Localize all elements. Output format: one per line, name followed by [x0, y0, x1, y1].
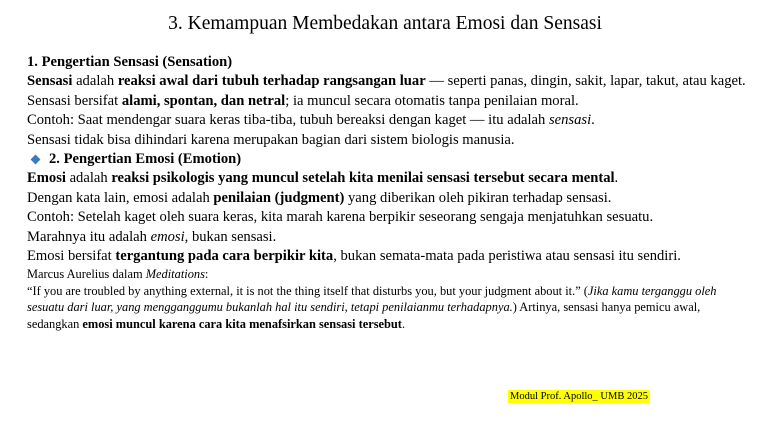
- quote-english: “If you are troubled by anything external, it is not the thing itself that disturbs you, but your judgment about it.” (: [27, 283, 588, 298]
- emosi-example-conclusion: Marahnya itu adalah emosi, bukan sensasi.: [27, 228, 277, 245]
- emosi-italic: emosi: [150, 228, 185, 245]
- quote-conclusion-bold: emosi muncul karena cara kita menafsirkan sensasi tersebut: [82, 316, 402, 331]
- sensasi-nature-bold: alami, spontan, dan netral: [121, 92, 286, 109]
- emosi-term: Emosi: [27, 170, 66, 187]
- content-body: [27, 53, 749, 332]
- emosi-judgment: Dengan kata lain, emosi adalah penilaian (judgment) yang diberikan oleh pikiran terhadap sensasi.: [27, 189, 612, 206]
- sensasi-definition-bold: reaksi awal dari tubuh terhadap rangsangan luar: [117, 73, 426, 90]
- sensasi-definition: Sensasi adalah reaksi awal dari tubuh terhadap rangsangan luar — seperti panas, dingin, sakit, lapar, takut, atau kaget.: [27, 73, 746, 90]
- quote-source: Marcus Aurelius dalam Meditations:: [27, 267, 209, 282]
- emosi-example: Contoh: Setelah kaget oleh suara keras, kita marah karena berpikir seseorang sengaja menjatuhkan sesuatu.: [27, 209, 654, 226]
- sensasi-term: Sensasi: [27, 73, 73, 90]
- emosi-definition-bold: reaksi psikologis yang muncul setelah kita menilai sensasi tersebut secara mental: [111, 170, 615, 187]
- emosi-definition: Emosi adalah reaksi psikologis yang muncul setelah kita menilai sensasi tersebut secara mental.: [27, 170, 619, 187]
- sensasi-example: Contoh: Saat mendengar suara keras tiba-tiba, tubuh bereaksi dengan kaget — itu adalah sensasi.: [27, 112, 595, 129]
- section-emosi-heading: 2. Pengertian Emosi (Emotion): [27, 150, 749, 169]
- emosi-nature: Emosi bersifat tergantung pada cara berpikir kita, bukan semata-mata pada peristiwa atau sensasi itu sendiri.: [27, 248, 681, 265]
- section-sensasi-heading: 1. Pengertian Sensasi (Sensation): [27, 54, 233, 70]
- emosi-judgment-bold: penilaian (judgment): [213, 189, 345, 206]
- sensasi-nature: Sensasi bersifat alami, spontan, dan netral; ia muncul secara otomatis tanpa penilaian moral.: [27, 92, 579, 109]
- quote-text: “If you are troubled by anything external, it is not the thing itself that disturbs you, but your judgment about it.” (Jika kamu terganggu oleh sesuatu dari luar, yang mengganggumu bukanlah hal itu sendiri, tetapi penilaianmu terhadapnya.) Artinya, sensasi hanya pemicu awal, sedangkan emosi muncul karena cara kita menafsirkan sensasi tersebut.: [27, 283, 717, 331]
- footer-module-tag: Modul Prof. Apollo_ UMB 2025: [510, 391, 648, 402]
- quote-source-title: Meditations: [145, 267, 205, 282]
- page-title: 3. Kemampuan Membedakan antara Emosi dan Sensasi: [168, 13, 602, 34]
- quote-translation: Jika kamu terganggu oleh sesuatu dari luar, yang mengganggumu bukanlah hal itu sendiri, tetapi penilaianmu terhadapnya.: [27, 283, 717, 315]
- sensasi-note: Sensasi tidak bisa dihindari karena merupakan bagian dari sistem biologis manusia.: [27, 131, 515, 148]
- sensasi-example-italic: sensasi: [548, 112, 592, 129]
- diamond-bullet-icon: [31, 154, 41, 164]
- emosi-nature-bold: tergantung pada cara berpikir kita: [115, 248, 334, 265]
